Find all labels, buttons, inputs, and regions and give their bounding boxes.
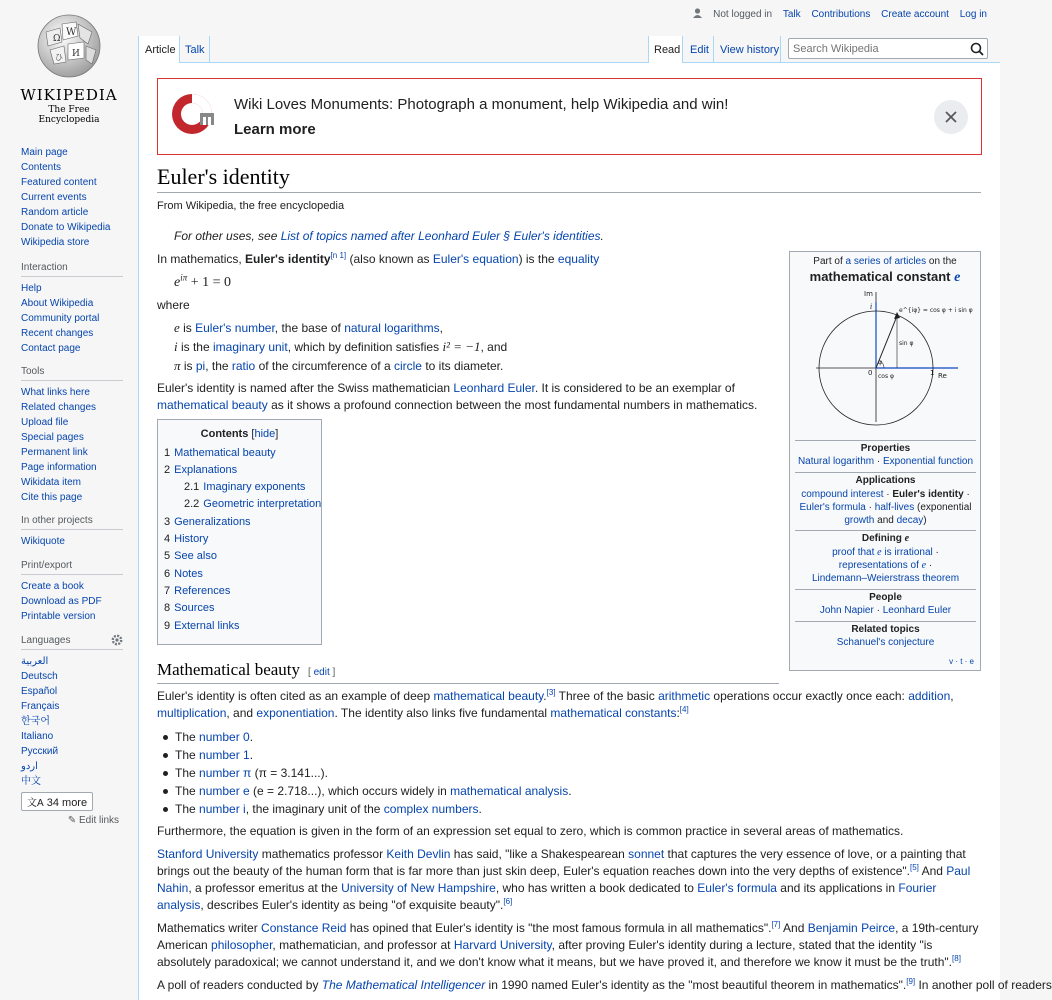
languages-heading: Languages	[21, 635, 71, 646]
toc-item[interactable]: 6 Notes	[164, 568, 203, 580]
paragraph: Euler's identity is named after the Swiss mathematician Leonhard Euler. It is considered to be an exemplar of mathematical beauty as it shows a profound connection between the most fundamental numbers in mathematics.	[157, 381, 758, 412]
user-status	[693, 9, 775, 20]
toc-item[interactable]: 2.1 Imaginary exponents	[184, 481, 306, 493]
intro-paragraph	[157, 251, 599, 268]
sidebar-heading: Print/export	[21, 560, 123, 575]
sidebar-item-help[interactable]: Help	[21, 283, 42, 294]
sidebar-item-printable-version[interactable]: Printable version	[21, 611, 96, 622]
section-heading: Mathematical beauty [ edit ]	[157, 660, 779, 684]
sidebar-item-page-information[interactable]: Page information	[21, 462, 97, 473]
list-item: The number i, the imaginary unit of the complex numbers.	[157, 800, 572, 818]
more-languages-label: 34 more	[46, 797, 88, 809]
page-title: Euler's identity	[157, 164, 981, 193]
language-link[interactable]: Français	[21, 701, 60, 712]
link-growth[interactable]: growth	[844, 515, 875, 526]
link-exponentiation[interactable]: exponentiation	[256, 706, 335, 720]
infobox-title: mathematical constant e	[809, 269, 961, 285]
translate-icon: 文A	[27, 798, 44, 809]
sidebar-item-donate[interactable]: Donate to Wikipedia	[21, 222, 111, 233]
euler-formula-diagram	[812, 288, 973, 428]
sidebar-item-download-pdf[interactable]: Download as PDF	[21, 596, 102, 607]
tab-separator	[713, 36, 714, 63]
link-sonnet[interactable]: sonnet	[628, 847, 665, 861]
edit-links[interactable]	[21, 815, 119, 826]
link-number-1[interactable]: number 1	[199, 748, 250, 762]
sidebar-item-permanent-link[interactable]: Permanent link	[21, 447, 88, 458]
main-formula: $e^{i\pi} + 1 = 0$	[174, 272, 232, 290]
contributions-link[interactable]: Contributions	[811, 9, 871, 20]
log-in-link[interactable]: Log in	[959, 9, 987, 20]
user-icon	[693, 8, 702, 18]
link-number-i[interactable]: number i	[199, 802, 246, 816]
toc-item[interactable]: 2.2 Geometric interpretation	[184, 498, 322, 510]
axis-label-re: Re	[938, 372, 947, 380]
infobox	[789, 251, 981, 671]
paragraph: Furthermore, the equation is given in the form of an expression set equal to zero, which is common practice in several areas of mathematics.	[157, 824, 904, 838]
tab-article[interactable]: Article	[145, 44, 176, 56]
link-mathematical-beauty[interactable]: mathematical beauty	[433, 689, 544, 703]
link-mathematical-constants[interactable]: mathematical constants	[550, 706, 677, 720]
not-logged-in-label: Not logged in	[713, 9, 773, 20]
banner-learn-more[interactable]: Learn more	[234, 121, 316, 138]
toc-item[interactable]: 1 Mathematical beauty	[164, 447, 276, 459]
link-leonhard-euler[interactable]: Leonhard Euler	[453, 381, 535, 395]
sidebar-item-current-events[interactable]: Current events	[21, 192, 87, 203]
link-pi[interactable]: pi	[195, 359, 206, 373]
link-schanuels-conjecture[interactable]: Schanuel's conjecture	[836, 637, 935, 648]
link-number-e[interactable]: number e	[199, 784, 250, 798]
sidebar-item-upload-file[interactable]: Upload file	[21, 417, 69, 428]
link-benjamin-peirce[interactable]: Benjamin Peirce	[807, 921, 896, 935]
sidebar-languages	[21, 635, 131, 826]
pencil-icon: ✎	[67, 815, 77, 826]
note-ref[interactable]: [n 1]	[330, 251, 347, 260]
sidebar-item-store[interactable]: Wikipedia store	[21, 237, 90, 248]
paragraph: A poll of readers conducted by The Mathematical Intelligencer in 1990 named Euler's identity as the "most beautiful theorem in mathematics".[9] In another poll of readers	[157, 977, 1052, 992]
symbol: e	[174, 320, 180, 335]
link-arithmetic[interactable]: arithmetic	[658, 689, 711, 703]
list-item: The number e (e = 2.718...), which occurs widely in mathematical analysis.	[157, 782, 572, 800]
link-equality[interactable]: equality	[557, 252, 600, 266]
diagram-sin: sin φ	[899, 340, 914, 347]
definition-i: i is the imaginary unit, which by definition satisfies i² = −1, and	[174, 339, 508, 354]
tab-view-history[interactable]: View history	[720, 44, 780, 56]
citation-ref[interactable]: [3]	[546, 688, 556, 697]
tab-separator	[180, 36, 210, 63]
diagram-cos: cos φ	[878, 373, 894, 380]
link-math-intelligencer[interactable]: The Mathematical Intelligencer	[321, 978, 486, 992]
toc-title: Contents [hide]	[200, 428, 279, 440]
sidebar-item-what-links-here[interactable]: What links here	[21, 387, 90, 398]
link-natural-logarithms[interactable]: natural logarithms	[344, 321, 440, 335]
toc-item[interactable]: 9 External links	[164, 620, 240, 632]
link-leonhard-euler[interactable]: Leonhard Euler	[882, 605, 952, 616]
svg-text:Ω: Ω	[53, 34, 61, 44]
bold-term: Euler's identity	[245, 252, 331, 266]
talk-link[interactable]: Talk	[782, 9, 801, 20]
infobox-related: Related topics Schanuel's conjecture	[795, 621, 976, 648]
link-lindemann-weierstrass[interactable]: Lindemann–Weierstrass theorem	[811, 573, 960, 584]
citation-ref[interactable]: [9]	[906, 977, 916, 986]
link-stanford[interactable]: Stanford University	[157, 847, 259, 861]
link-fourier-analysis[interactable]: Fourier analysis	[157, 881, 937, 912]
infobox-properties: Properties Natural logarithm · Exponential function	[795, 440, 976, 467]
definition-e: e is Euler's number, the base of natural logarithms,	[174, 320, 443, 335]
citation-ref[interactable]: [4]	[679, 705, 689, 714]
tab-read[interactable]: Read	[654, 44, 681, 56]
sidebar-tools	[21, 366, 131, 505]
link-philosopher[interactable]: philosopher	[211, 938, 273, 952]
toc-item[interactable]: 4 History	[164, 533, 209, 545]
language-link[interactable]: 中文	[21, 776, 41, 787]
paragraph: Euler's identity is often cited as an example of deep mathematical beauty.[3] Three of the basic arithmetic operations occur exactly once each: addition, multiplication, and exponentiation. The identity also links five fundamental mathematical constants:[4]	[157, 688, 954, 720]
link-decay[interactable]: decay	[896, 515, 924, 526]
link-paul-nahin[interactable]: Paul Nahin	[157, 864, 971, 895]
link-eulers-formula[interactable]: Euler's formula	[799, 502, 866, 513]
sidebar-interaction	[21, 262, 131, 356]
list-item: The number 0.	[157, 728, 572, 746]
link-imaginary-unit[interactable]: imaginary unit	[212, 340, 288, 354]
section-edit-link[interactable]: edit	[313, 667, 330, 678]
infobox-people: People John Napier · Leonhard Euler	[795, 589, 976, 616]
tab-edit[interactable]: Edit	[690, 44, 709, 56]
language-link[interactable]: Русский	[21, 746, 59, 757]
link-unh[interactable]: University of New Hampshire	[341, 881, 496, 895]
paragraph: Stanford University mathematics professor Keith Devlin has said, "like a Shakespearean sonnet that captures the very essence of love, or a painting that brings out the beauty of the human form that is far more than just skin deep, Euler's equation reaches down into the very depths of existence".[5] And Paul Nahin, a professor emeritus at the University of New Hampshire, who has written a book dedicated to Euler's formula and its applications in Fourier analysis, describes Euler's identity as being "of exquisite beauty".[6]	[157, 847, 971, 912]
axis-label-im: Im	[864, 290, 873, 298]
link-representations[interactable]: representations of e	[838, 560, 927, 571]
link-half-lives[interactable]: half-lives	[874, 502, 915, 513]
language-link[interactable]: العربية	[21, 656, 49, 667]
toc-item[interactable]: 5 See also	[164, 550, 217, 562]
symbol: π	[174, 358, 181, 373]
infobox-applications: Applications compound interest · Euler's identity · Euler's formula · half-lives (exponential growth and decay)	[795, 472, 976, 527]
equation: i² = −1	[442, 339, 481, 354]
list-item: The number 1.	[157, 746, 572, 764]
toc-item[interactable]: 2 Explanations	[164, 464, 238, 476]
link-eulers-number[interactable]: Euler's number	[195, 321, 275, 335]
link-complex-numbers[interactable]: complex numbers	[383, 802, 479, 816]
tagline: The Free Encyclopedia	[38, 105, 100, 125]
language-link[interactable]: 한국어	[21, 716, 50, 727]
toc-item[interactable]: 7 References	[164, 585, 231, 597]
toc-hide-toggle[interactable]: hide	[254, 428, 276, 440]
link-compound-interest[interactable]: compound interest	[801, 489, 884, 500]
language-link[interactable]: Italiano	[21, 731, 54, 742]
navbox-vte[interactable]: v · t · e	[949, 657, 974, 666]
sidebar-navigation	[21, 145, 131, 250]
svg-text:ひ: ひ	[55, 53, 63, 62]
sidebar-item-community-portal[interactable]: Community portal	[21, 313, 100, 324]
link-eulers-equation[interactable]: Euler's equation	[432, 252, 519, 266]
paragraph: Mathematics writer Constance Reid has opined that Euler's identity is "the most famous formula in all mathematics".[7] And Benjamin Peirce, a 19th-century American philosopher, mathematician, and professor at Harvard University, after proving Euler's identity during a lecture, stated that the identity "is absolutely paradoxical; we cannot understand it, and we don't know what it means, but we have proved it, and therefore we know it must be the truth".[8]	[157, 920, 979, 969]
banner-close-button[interactable]	[934, 100, 968, 134]
gear-icon[interactable]	[111, 634, 123, 646]
link-number-pi[interactable]: number π	[199, 766, 252, 780]
toc-item[interactable]: 3 Generalizations	[164, 516, 251, 528]
svg-text:И: И	[72, 49, 80, 59]
citation-ref[interactable]: [8]	[952, 954, 961, 963]
symbol: i	[174, 339, 178, 354]
sidebar-item-featured-content[interactable]: Featured content	[21, 177, 97, 188]
list-item: The number π (π = 3.141...).	[157, 764, 572, 782]
link-harvard[interactable]: Harvard University	[453, 938, 552, 952]
sidebar-print	[21, 560, 131, 624]
sidebar-item-special-pages[interactable]: Special pages	[21, 432, 84, 443]
diagram-one: 1	[930, 369, 935, 377]
link-proof-irrational[interactable]: proof that e is irrational	[832, 547, 933, 558]
wikipedia-logo[interactable]	[18, 10, 120, 125]
sidebar-item-about[interactable]: About Wikipedia	[21, 298, 94, 309]
citation-ref[interactable]: [6]	[503, 897, 513, 906]
link-ratio[interactable]: ratio	[231, 359, 256, 373]
infobox-above: Part of a series of articles on the	[813, 256, 957, 267]
more-languages-button[interactable]	[21, 792, 93, 811]
diagram-phi: φ	[878, 359, 883, 366]
sidebar-projects	[21, 515, 131, 549]
sidebar-heading: Tools	[21, 366, 123, 381]
link-addition[interactable]: addition	[908, 689, 951, 703]
link-number-0[interactable]: number 0	[199, 730, 250, 744]
definition-pi: π is pi, the ratio of the circumference of a circle to its diameter.	[174, 358, 504, 373]
link-keith-devlin[interactable]: Keith Devlin	[386, 847, 451, 861]
tab-separator	[780, 36, 781, 63]
tab-talk[interactable]: Talk	[185, 44, 205, 56]
link-john-napier[interactable]: John Napier	[819, 605, 874, 616]
sidebar-item-wikidata-item[interactable]: Wikidata item	[21, 477, 82, 488]
hatnote	[174, 228, 604, 245]
sidebar-item-create-book[interactable]: Create a book	[21, 581, 84, 592]
link-multiplication[interactable]: multiplication	[157, 706, 227, 720]
citation-ref[interactable]: [7]	[771, 920, 781, 929]
create-account-link[interactable]: Create account	[881, 9, 949, 20]
link-eulers-formula[interactable]: Euler's formula	[697, 881, 777, 895]
wiki-loves-monuments-icon	[170, 91, 222, 137]
sidebar-item-main-page[interactable]: Main page	[21, 147, 68, 158]
infobox-defining: Defining e proof that e is irrational · representations of e · Lindemann–Weierstrass theorem	[795, 530, 976, 585]
sidebar-item-related-changes[interactable]: Related changes	[21, 402, 97, 413]
language-link[interactable]: Deutsch	[21, 671, 58, 682]
edit-links-label: Edit links	[78, 815, 119, 826]
fundraising-banner	[157, 78, 982, 155]
search-icon[interactable]	[969, 41, 985, 57]
link-mathematical-analysis[interactable]: mathematical analysis	[450, 784, 569, 798]
where-text: where	[157, 298, 190, 312]
svg-text:W: W	[66, 27, 77, 38]
sidebar-item-random-article[interactable]: Random article	[21, 207, 89, 218]
hatnote-link[interactable]: List of topics named after Leonhard Euler § Euler's identities	[280, 229, 601, 243]
search-box	[788, 38, 988, 59]
text: In mathematics,	[157, 252, 246, 266]
diagram-zero: 0	[868, 369, 873, 377]
constants-list	[157, 728, 572, 818]
hatnote-end: .	[600, 229, 604, 243]
link-series[interactable]: a series of articles	[845, 256, 927, 267]
language-link[interactable]: اردو	[21, 761, 38, 772]
sidebar-item-cite-this-page[interactable]: Cite this page	[21, 492, 83, 503]
banner-text: Wiki Loves Monuments: Photograph a monument, help Wikipedia and win!	[234, 96, 729, 113]
globe-icon	[36, 10, 102, 80]
personal-toolbar	[685, 8, 987, 20]
table-of-contents	[157, 419, 322, 645]
axis-label-i: i	[870, 303, 873, 311]
language-link[interactable]: Español	[21, 686, 58, 697]
link-exponential-function[interactable]: Exponential function	[882, 456, 974, 467]
text: (also known as	[346, 252, 433, 266]
citation-ref[interactable]: [5]	[909, 863, 919, 872]
sidebar-heading: Interaction	[21, 262, 123, 277]
sidebar-item-contact[interactable]: Contact page	[21, 343, 81, 354]
wordmark: WIKIPEDIA	[20, 86, 118, 104]
link-circle[interactable]: circle	[393, 359, 422, 373]
close-icon	[934, 100, 968, 134]
site-sub: From Wikipedia, the free encyclopedia	[157, 200, 345, 212]
link-natural-logarithm[interactable]: Natural logarithm	[797, 456, 875, 467]
link-mathematical-beauty[interactable]: mathematical beauty	[157, 398, 268, 412]
diagram-formula: e^{iφ} = cos φ + i sin φ	[899, 307, 973, 314]
sidebar-item-wikiquote[interactable]: Wikiquote	[21, 536, 65, 547]
text: ) is the	[518, 252, 558, 266]
link-constance-reid[interactable]: Constance Reid	[261, 921, 347, 935]
sidebar-item-recent-changes[interactable]: Recent changes	[21, 328, 94, 339]
sidebar-item-contents[interactable]: Contents	[21, 162, 62, 173]
toc-item[interactable]: 8 Sources	[164, 602, 215, 614]
sidebar-heading	[21, 635, 123, 650]
hatnote-text: For other uses, see	[174, 229, 281, 243]
search-input[interactable]	[789, 39, 959, 58]
sidebar-heading: In other projects	[21, 515, 123, 530]
